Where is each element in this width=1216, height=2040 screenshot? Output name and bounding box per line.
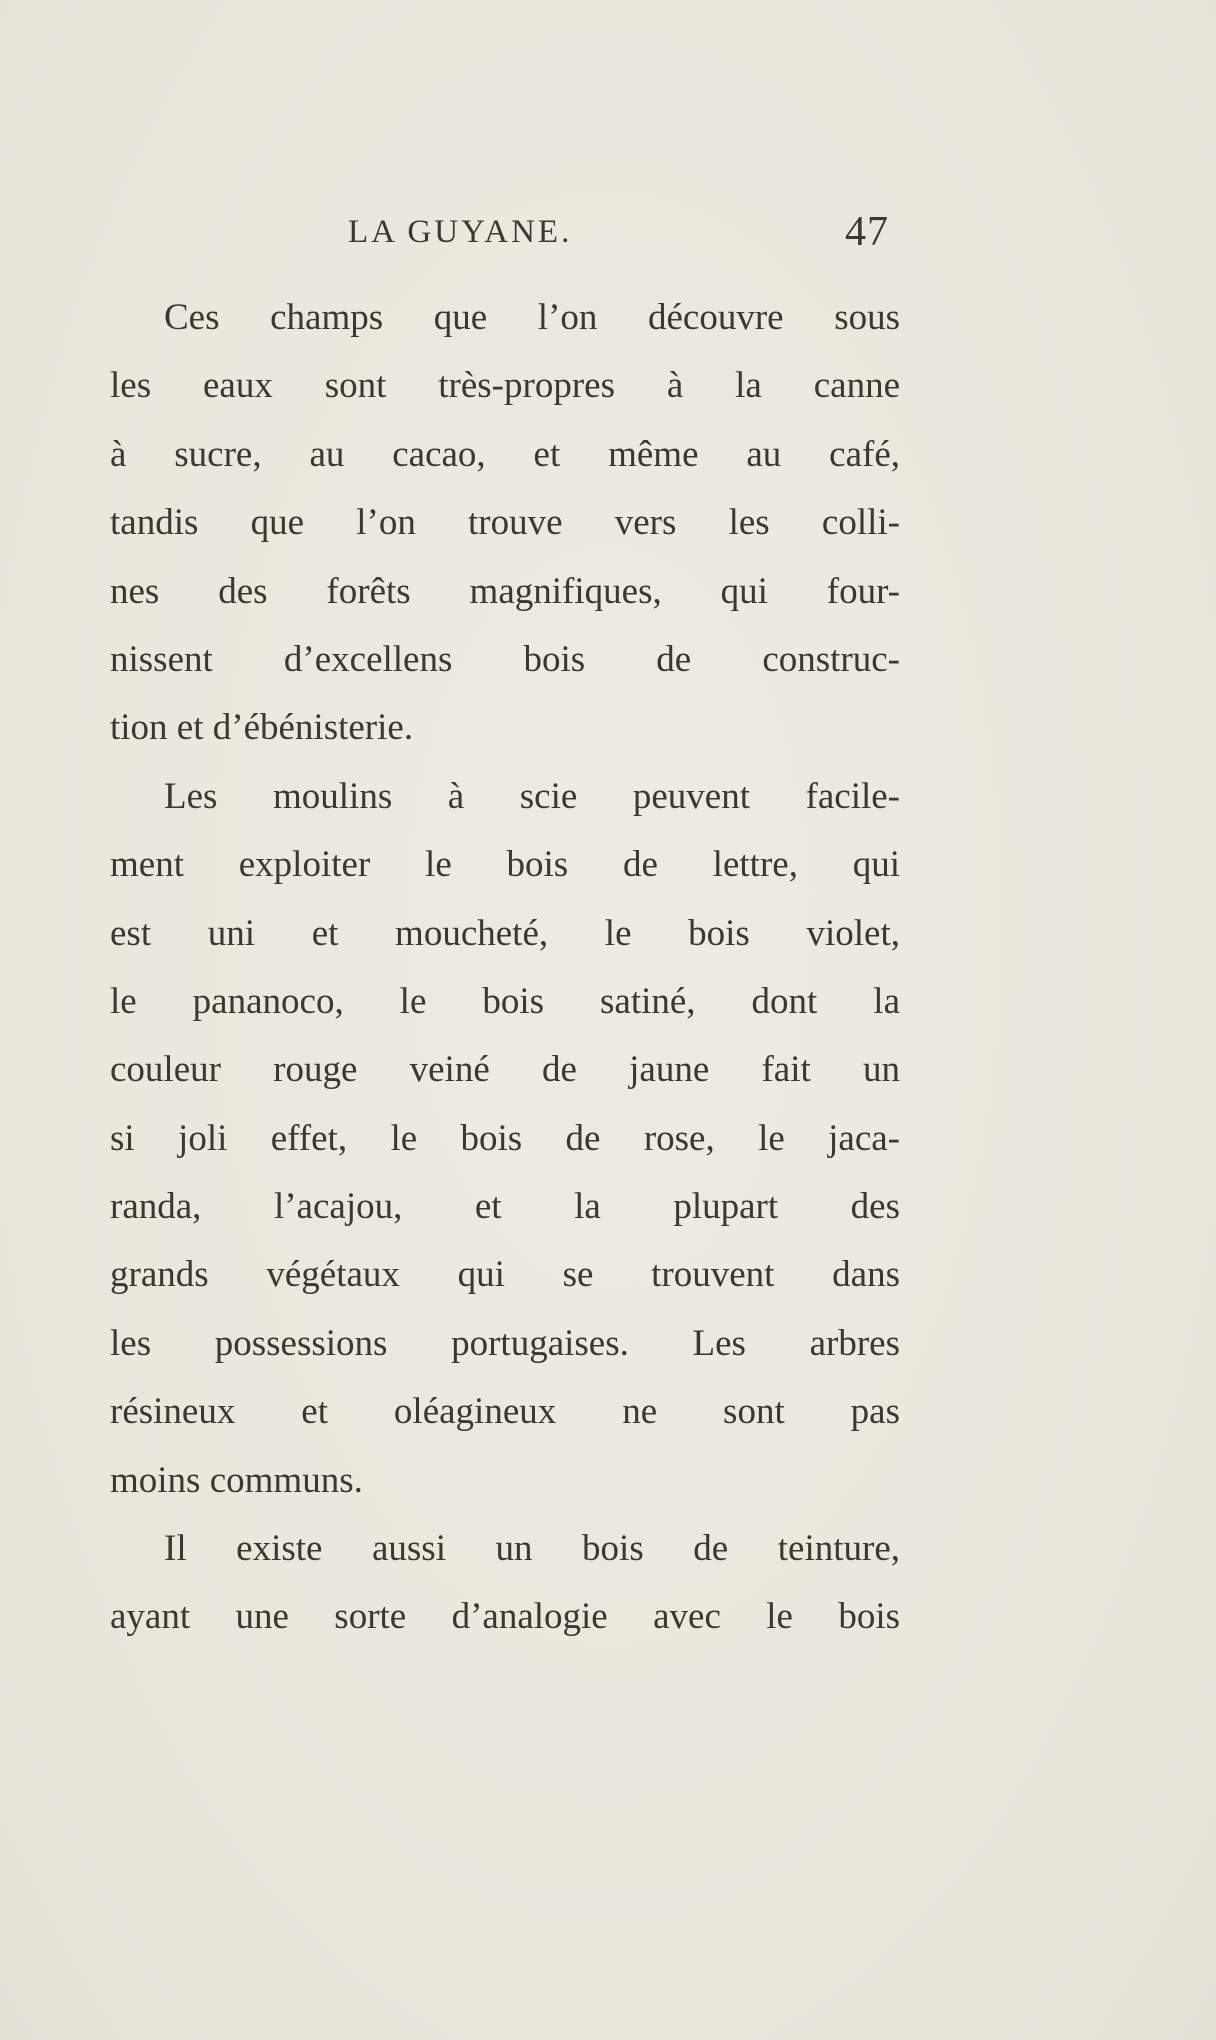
paragraph: [110, 1515, 900, 1652]
text-line: moins communs.: [110, 1459, 363, 1501]
text-line: ayant une sorte d’analogie avec le bois: [110, 1596, 900, 1638]
text-line: les possessions portugaises. Les arbres: [110, 1322, 900, 1364]
text-line: grands végétaux qui se trouvent dans: [110, 1254, 900, 1296]
text-line: tion et d’ébénisterie.: [110, 707, 414, 749]
text-line: nes des forêts magnifiques, qui four-: [110, 570, 900, 612]
text-line: Les moulins à scie peuvent facile-: [164, 775, 900, 817]
text-line: couleur rouge veiné de jaune fait un: [110, 1049, 900, 1091]
body-text: [110, 284, 900, 1652]
text-line: Ces champs que l’on découvre sous: [164, 297, 900, 338]
text-line: les eaux sont très-propres à la canne: [110, 365, 900, 407]
text-line: randa, l’acajou, et la plupart des: [110, 1186, 900, 1228]
text-line: est uni et moucheté, le bois violet,: [110, 912, 900, 954]
text-line: tandis que l’on trouve vers les colli-: [110, 502, 900, 544]
page-number: 47: [845, 209, 889, 255]
text-line: à sucre, au cacao, et même au café,: [110, 433, 900, 475]
text-line: le pananoco, le bois satiné, dont la: [110, 980, 900, 1022]
text-line: ment exploiter le bois de lettre, qui: [110, 844, 900, 886]
paragraph: [110, 284, 900, 763]
text-line: Il existe aussi un bois de teinture,: [164, 1528, 900, 1570]
running-title: LA GUYANE.: [348, 214, 573, 250]
text-line: si joli effet, le bois de rose, le jaca-: [110, 1117, 900, 1159]
text-line: résineux et oléagineux ne sont pas: [110, 1391, 900, 1433]
text-line: nissent d’excellens bois de construc-: [110, 638, 900, 680]
paragraph: [110, 763, 900, 1515]
